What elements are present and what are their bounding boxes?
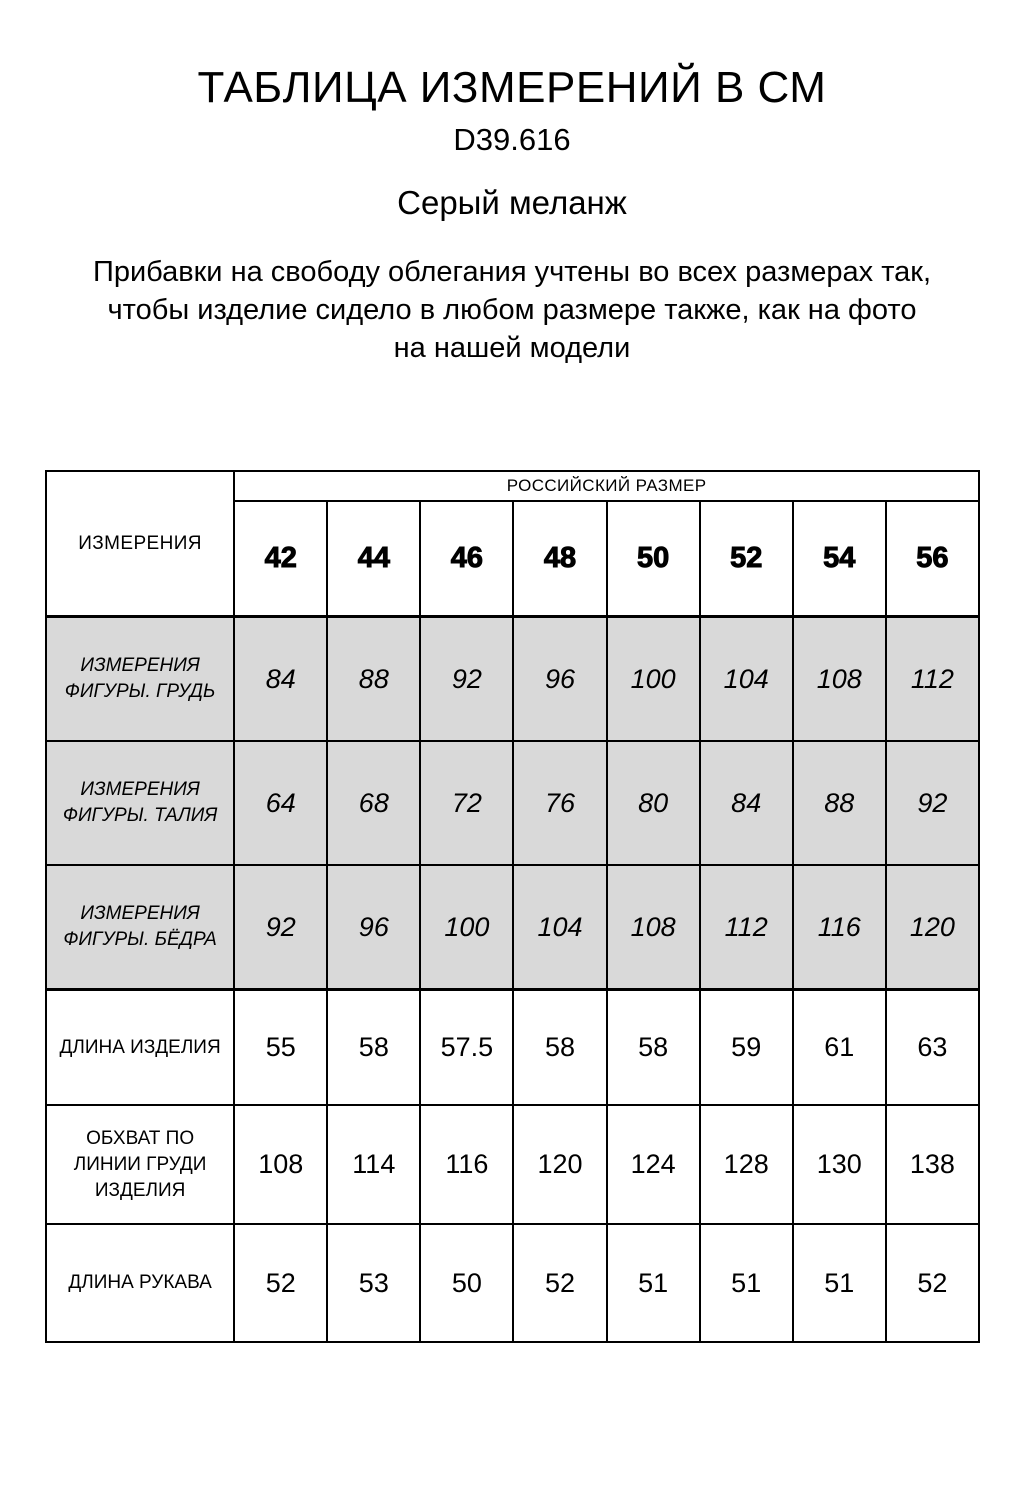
measurement-cell: 51 bbox=[607, 1224, 700, 1342]
table-header-group-row bbox=[46, 471, 979, 501]
row-label-line: ДЛИНА РУКАВА bbox=[68, 1272, 212, 1293]
measurements-table bbox=[45, 470, 980, 1343]
measurement-cell: 120 bbox=[886, 865, 979, 990]
measurement-cell: 112 bbox=[700, 865, 793, 990]
measurement-cell: 108 bbox=[793, 617, 886, 742]
table-row-sleeve-length bbox=[46, 1224, 979, 1342]
measurement-cell: 96 bbox=[513, 617, 606, 742]
row-label-line: ИЗМЕРЕНИЯ bbox=[80, 779, 200, 800]
article-code: D39.616 bbox=[453, 122, 571, 157]
column-header-measurements: ИЗМЕРЕНИЯ bbox=[46, 471, 234, 617]
measurement-cell: 114 bbox=[327, 1105, 420, 1224]
table-row-figure-chest bbox=[46, 617, 979, 742]
size-column-header: 42 bbox=[234, 501, 327, 617]
row-label-line: ФИГУРЫ. БЁДРА bbox=[63, 929, 217, 950]
measurement-cell: 58 bbox=[327, 990, 420, 1106]
measurement-cell: 51 bbox=[700, 1224, 793, 1342]
measurement-cell: 84 bbox=[234, 617, 327, 742]
row-label bbox=[46, 1105, 234, 1224]
table-row-product-chest-girth bbox=[46, 1105, 979, 1224]
measurement-cell: 100 bbox=[607, 617, 700, 742]
measurement-cell: 51 bbox=[793, 1224, 886, 1342]
table-row-product-length bbox=[46, 990, 979, 1106]
measurement-cell: 84 bbox=[700, 741, 793, 865]
measurement-cell: 53 bbox=[327, 1224, 420, 1342]
page-title: ТАБЛИЦА ИЗМЕРЕНИЙ В СМ bbox=[197, 63, 827, 112]
measurement-cell: 59 bbox=[700, 990, 793, 1106]
measurement-cell: 58 bbox=[513, 990, 606, 1106]
size-column-header: 50 bbox=[607, 501, 700, 617]
row-label-line: ФИГУРЫ. ТАЛИЯ bbox=[62, 805, 218, 826]
measurement-cell: 116 bbox=[420, 1105, 513, 1224]
measurement-cell: 58 bbox=[607, 990, 700, 1106]
row-label bbox=[46, 741, 234, 865]
row-label bbox=[46, 1224, 234, 1342]
measurement-cell: 120 bbox=[513, 1105, 606, 1224]
measurement-cell: 61 bbox=[793, 990, 886, 1106]
size-column-header: 46 bbox=[420, 501, 513, 617]
colorway-name: Серый меланж bbox=[397, 184, 627, 221]
column-group-russian-size: РОССИЙСКИЙ РАЗМЕР bbox=[234, 471, 979, 501]
row-label bbox=[46, 617, 234, 742]
measurement-cell: 76 bbox=[513, 741, 606, 865]
measurement-cell: 68 bbox=[327, 741, 420, 865]
row-label-line: ДЛИНА ИЗДЕЛИЯ bbox=[59, 1036, 221, 1058]
measurement-cell: 52 bbox=[513, 1224, 606, 1342]
measurement-cell: 96 bbox=[327, 865, 420, 990]
measurement-cell: 88 bbox=[793, 741, 886, 865]
row-label-line: ЛИНИИ ГРУДИ bbox=[73, 1153, 207, 1175]
measurement-cell: 100 bbox=[420, 865, 513, 990]
measurement-cell: 64 bbox=[234, 741, 327, 865]
size-column-header: 52 bbox=[700, 501, 793, 617]
row-label-line: ИЗДЕЛИЯ bbox=[94, 1179, 186, 1201]
measurement-cell: 52 bbox=[234, 1224, 327, 1342]
table-row-figure-waist bbox=[46, 741, 979, 865]
measurement-cell: 52 bbox=[886, 1224, 979, 1342]
table-row-figure-hips bbox=[46, 865, 979, 990]
fit-note-line: на нашей модели bbox=[393, 332, 631, 364]
row-label-line: ИЗМЕРЕНИЯ bbox=[80, 655, 200, 676]
size-column-header: 44 bbox=[327, 501, 420, 617]
measurement-cell: 124 bbox=[607, 1105, 700, 1224]
measurement-cell: 104 bbox=[513, 865, 606, 990]
measurement-cell: 130 bbox=[793, 1105, 886, 1224]
measurement-cell: 55 bbox=[234, 990, 327, 1106]
size-column-header: 56 bbox=[886, 501, 979, 617]
measurement-cell: 92 bbox=[234, 865, 327, 990]
measurement-cell: 57.5 bbox=[420, 990, 513, 1106]
measurement-cell: 63 bbox=[886, 990, 979, 1106]
measurement-cell: 92 bbox=[886, 741, 979, 865]
fit-note bbox=[22, 253, 1002, 367]
row-label bbox=[46, 990, 234, 1106]
measurement-cell: 116 bbox=[793, 865, 886, 990]
measurement-cell: 72 bbox=[420, 741, 513, 865]
measurement-cell: 138 bbox=[886, 1105, 979, 1224]
measurement-cell: 112 bbox=[886, 617, 979, 742]
row-label bbox=[46, 865, 234, 990]
row-label-line: ФИГУРЫ. ГРУДЬ bbox=[64, 681, 216, 702]
measurement-cell: 108 bbox=[234, 1105, 327, 1224]
measurement-cell: 80 bbox=[607, 741, 700, 865]
measurement-cell: 128 bbox=[700, 1105, 793, 1224]
fit-note-line: чтобы изделие сидело в любом размере также, как на фото bbox=[107, 294, 917, 326]
fit-note-line: Прибавки на свободу облегания учтены во всех размерах так, bbox=[92, 256, 932, 288]
measurement-cell: 50 bbox=[420, 1224, 513, 1342]
measurement-cell: 88 bbox=[327, 617, 420, 742]
row-label-line: ИЗМЕРЕНИЯ bbox=[80, 903, 200, 924]
measurement-cell: 92 bbox=[420, 617, 513, 742]
measurement-cell: 108 bbox=[607, 865, 700, 990]
size-column-header: 54 bbox=[793, 501, 886, 617]
size-column-header: 48 bbox=[513, 501, 606, 617]
row-label-line: ОБХВАТ ПО bbox=[86, 1127, 195, 1149]
measurement-cell: 104 bbox=[700, 617, 793, 742]
